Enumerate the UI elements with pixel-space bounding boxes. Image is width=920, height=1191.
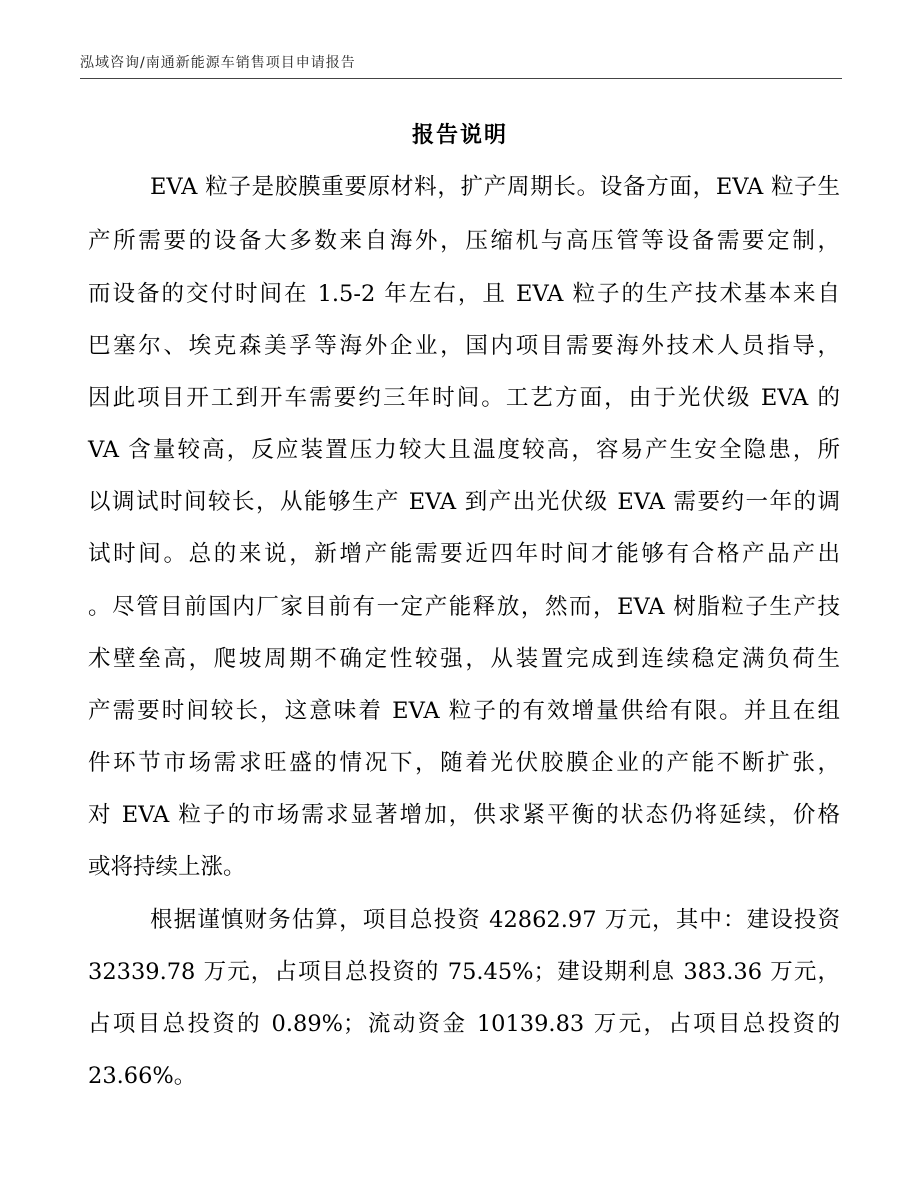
paragraph-line: 占项目总投资的 0.89%；流动资金 10139.83 万元，占项目总投资的 <box>88 1011 840 1037</box>
paragraph-line: VA 含量较高，反应装置压力较大且温度较高，容易产生安全隐患，所 <box>88 437 840 463</box>
paragraph-line: 根据谨慎财务估算，项目总投资 42862.97 万元，其中：建设投资 <box>150 907 840 933</box>
paragraph-line: 32339.78 万元，占项目总投资的 75.45%；建设期利息 383.36 万元， <box>88 959 840 985</box>
page-title: 报告说明 <box>411 123 508 148</box>
paragraph-line: 或将持续上涨。 <box>88 854 246 880</box>
paragraph-line: 因此项目开工到开车需要约三年时间。工艺方面，由于光伏级 EVA 的 <box>88 385 840 411</box>
paragraph-line: 巴塞尔、埃克森美孚等海外企业，国内项目需要海外技术人员指导， <box>88 333 840 359</box>
header-divider <box>80 78 842 79</box>
paragraph-line: 而设备的交付时间在 1.5-2 年左右，且 EVA 粒子的生产技术基本来自 <box>88 281 840 307</box>
paragraph-line: 。尽管目前国内厂家目前有一定产能释放，然而，EVA 树脂粒子生产技 <box>88 594 840 620</box>
paragraph-line: 术壁垒高，爬坡周期不确定性较强，从装置完成到连续稳定满负荷生 <box>88 646 840 672</box>
paragraph-line: 以调试时间较长，从能够生产 EVA 到产出光伏级 EVA 需要约一年的调 <box>88 489 840 515</box>
paragraph-line: 23.66%。 <box>88 1063 197 1089</box>
paragraph-line: 试时间。总的来说，新增产能需要近四年时间才能够有合格产品产出 <box>88 541 840 567</box>
running-header: 泓域咨询/南通新能源车销售项目申请报告 <box>80 55 356 71</box>
paragraph-line: 件环节市场需求旺盛的情况下，随着光伏胶膜企业的产能不断扩张， <box>88 750 840 776</box>
paragraph-line: EVA 粒子是胶膜重要原材料，扩产周期长。设备方面，EVA 粒子生 <box>150 174 840 200</box>
paragraph-line: 产所需要的设备大多数来自海外，压缩机与高压管等设备需要定制， <box>88 228 840 254</box>
paragraph-line: 产需要时间较长，这意味着 EVA 粒子的有效增量供给有限。并且在组 <box>88 698 840 724</box>
paragraph-line: 对 EVA 粒子的市场需求显著增加，供求紧平衡的状态仍将延续，价格 <box>88 802 840 828</box>
